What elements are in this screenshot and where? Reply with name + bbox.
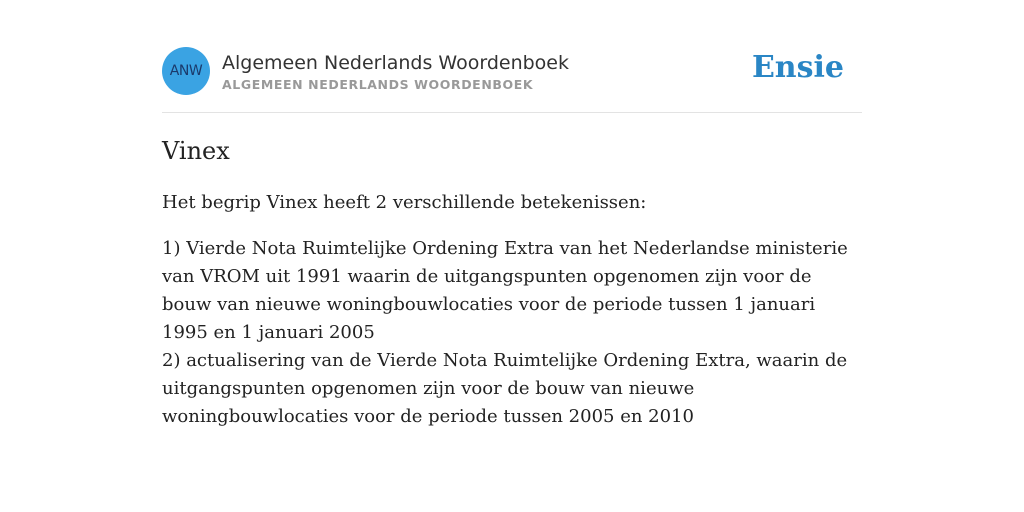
definition-item: 2) actualisering van de Vierde Nota Ruimtelijke Ordening Extra, waarin de uitgangspunten opgenomen zijn voor de bouw van nieuwe woningbouwlocaties voor de periode tussen 2005 en 2010 <box>162 350 848 427</box>
entry-card <box>162 46 862 431</box>
source-subtitle: ALGEMEEN NEDERLANDS WOORDENBOEK <box>222 76 534 92</box>
entry-intro: Het begrip Vinex heeft 2 verschillende betekenissen: <box>162 192 647 213</box>
entry-term: Vinex <box>162 137 230 165</box>
definition-item: 1) Vierde Nota Ruimtelijke Ordening Extra van het Nederlandse ministerie van VROM uit 1991 waarin de uitgangspunten opgenomen zijn voor de bouw van nieuwe woningbouwlocaties voor de periode tussen 1 januari 1995 en 1 januari 2005 <box>162 238 848 343</box>
source-title[interactable]: Algemeen Nederlands Woordenboek <box>222 51 569 74</box>
ensie-logo[interactable]: Ensie <box>751 50 844 85</box>
anw-logo[interactable] <box>162 47 210 95</box>
source-info <box>222 51 569 92</box>
definition-list <box>162 235 862 431</box>
source-header <box>162 46 862 113</box>
logo-text: ANW <box>169 63 203 79</box>
